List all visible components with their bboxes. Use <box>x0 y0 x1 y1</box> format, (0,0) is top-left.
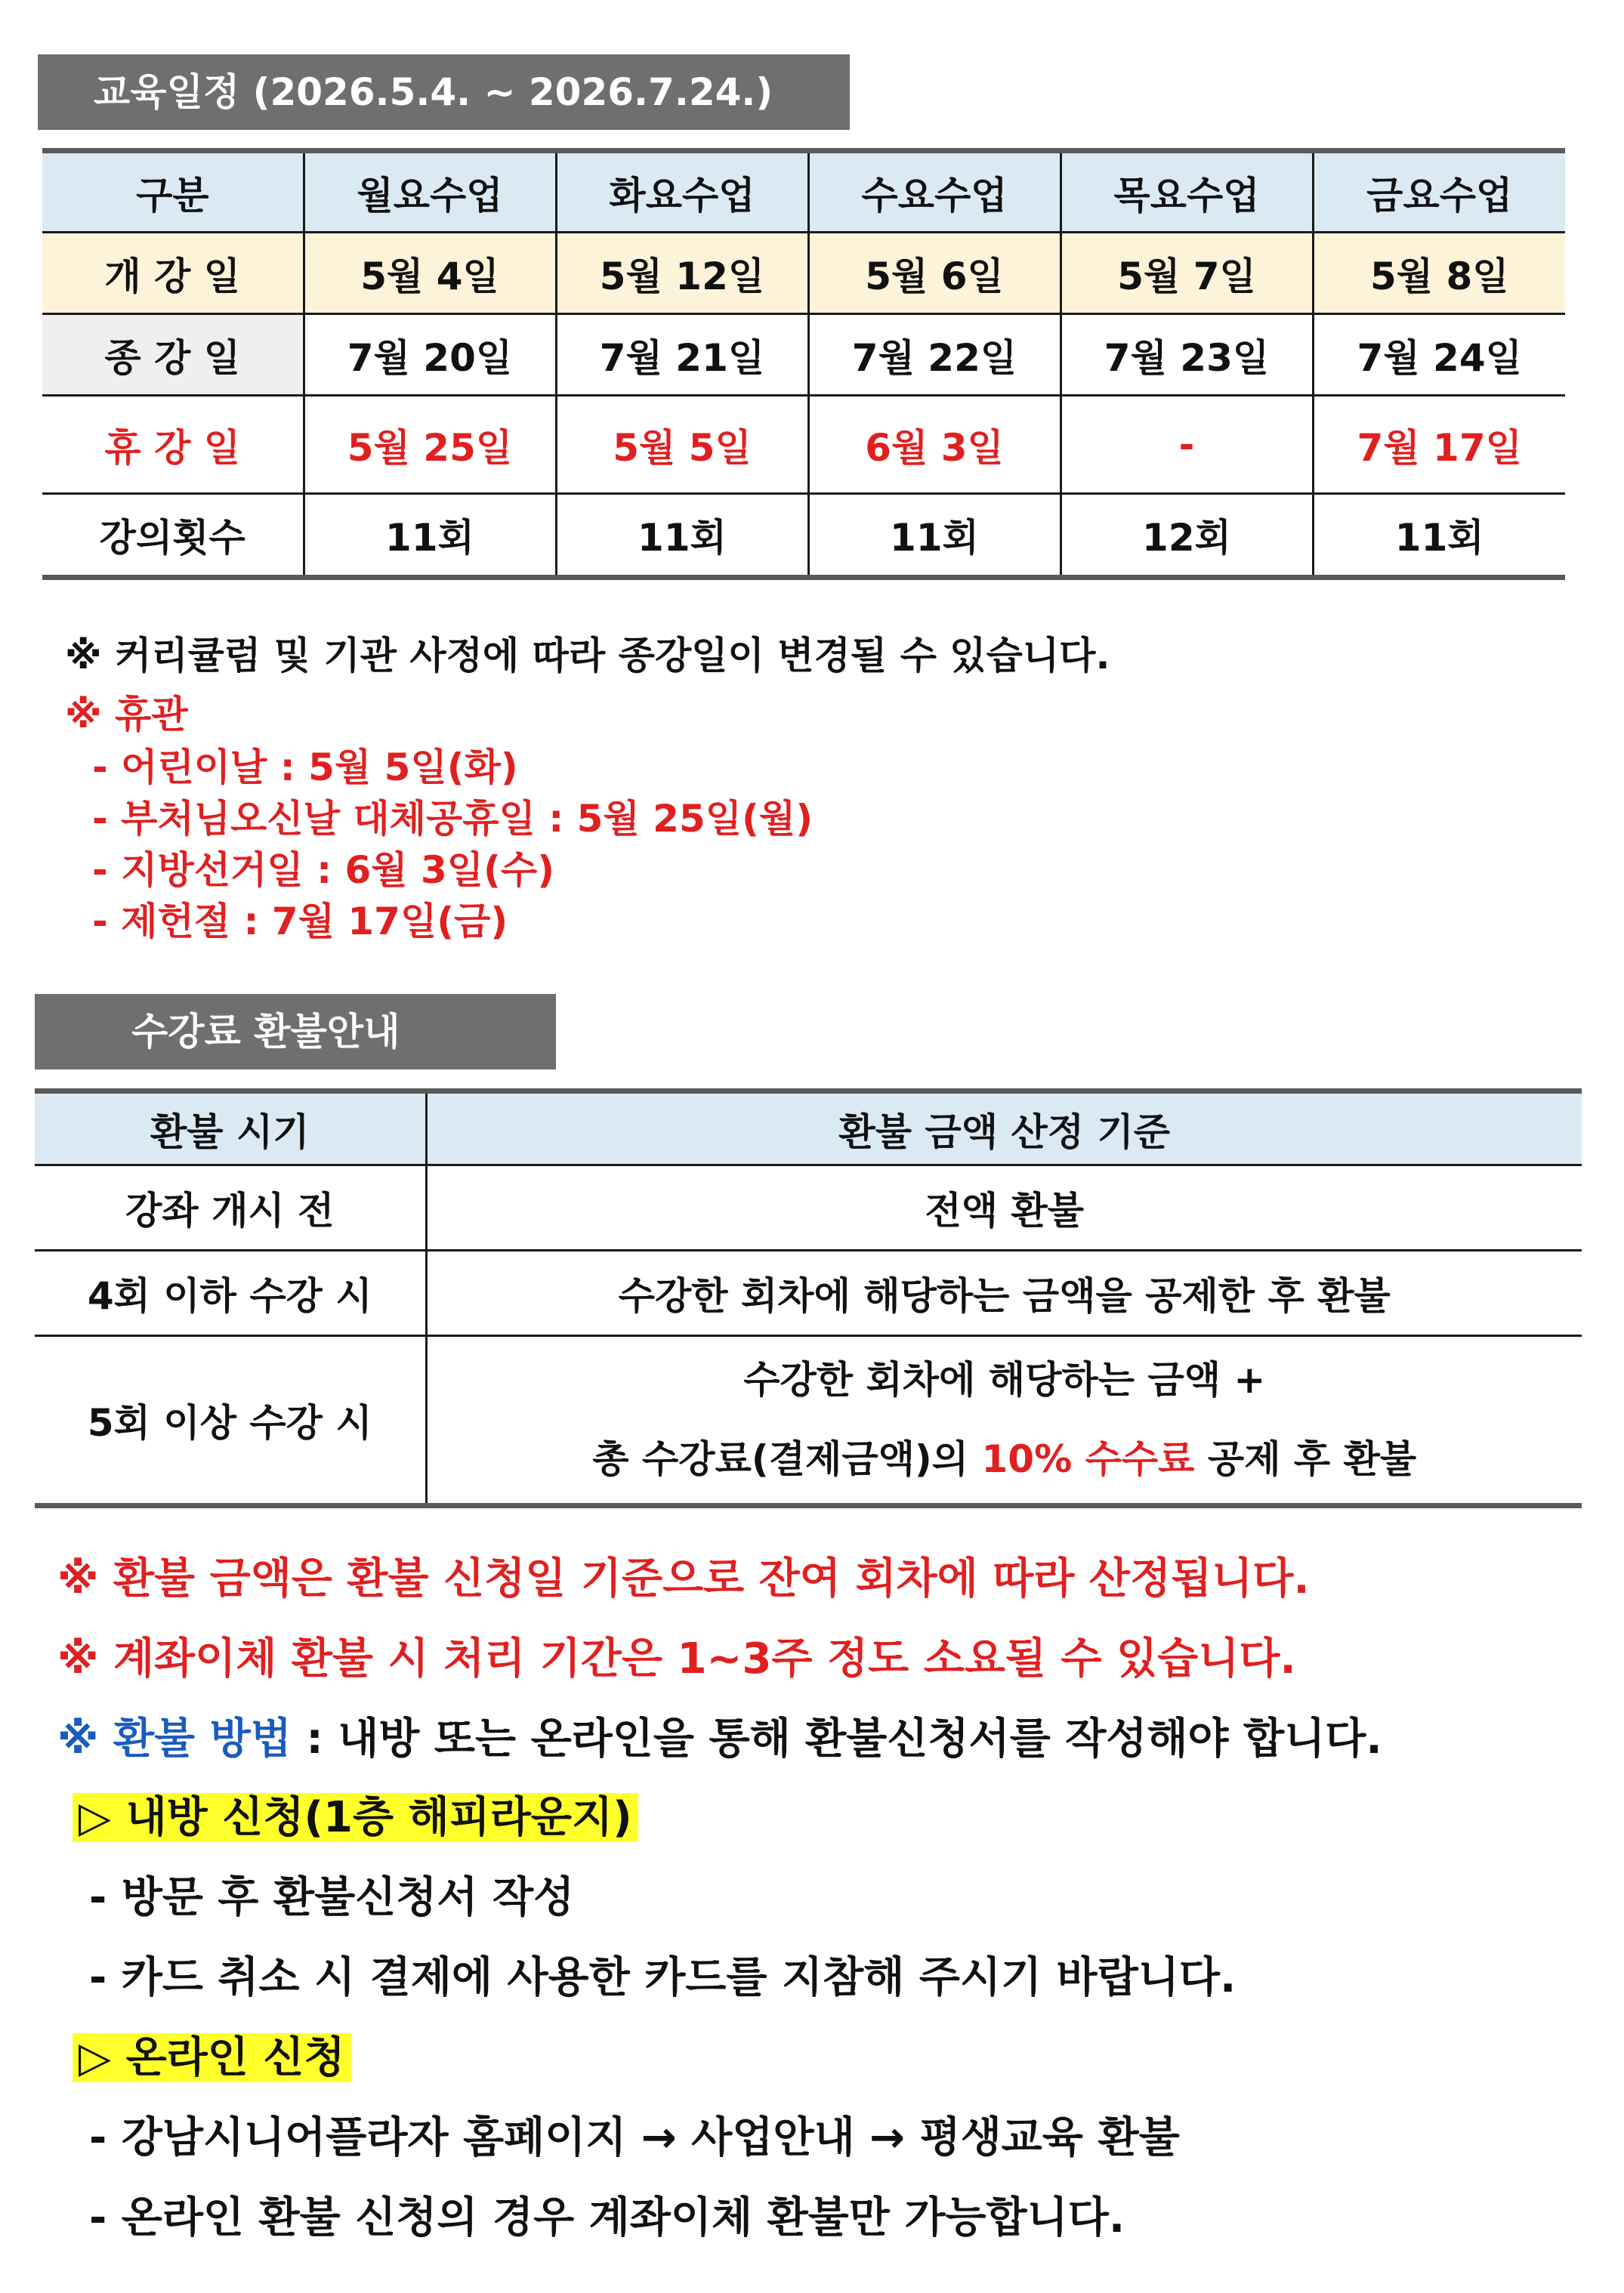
holiday-item: - 부처님오신날 대체공휴일 : 5월 25일(월) <box>92 797 814 841</box>
schedule-section-title: 교육일정 (2026.5.4. ~ 2026.7.24.) <box>38 54 850 130</box>
criteria-text: 공제 후 환불 <box>1194 1437 1417 1481</box>
table-cell: 11회 <box>556 494 808 578</box>
table-cell: 12회 <box>1061 494 1313 578</box>
table-cell: 7월 23일 <box>1061 314 1313 396</box>
refund-header-cell: 환불 금액 산정 기준 <box>426 1091 1582 1165</box>
table-cell: 7월 21일 <box>556 314 808 396</box>
visit-item: - 방문 후 환불신청서 작성 <box>89 1873 575 1922</box>
refund-period: 4회 이하 수강 시 <box>35 1251 426 1336</box>
refund-row <box>35 1336 1582 1506</box>
refund-note: ※ 계좌이체 환불 시 처리 기간은 1~3주 정도 소요될 수 있습니다. <box>57 1634 1296 1683</box>
refund-note: ※ 환불 금액은 환불 신청일 기준으로 잔여 회차에 따라 산정됩니다. <box>57 1554 1310 1603</box>
visit-heading-label: ▷ 내방 신청(1층 해피라운지) <box>73 1793 638 1842</box>
online-heading <box>73 2024 351 2085</box>
row-label: 휴 강 일 <box>42 396 304 494</box>
online-heading-label: ▷ 온라인 신청 <box>73 2033 351 2082</box>
schedule-header-cell: 금요수업 <box>1313 151 1565 233</box>
holiday-item: - 지방선거일 : 6월 3일(수) <box>92 848 555 892</box>
refund-method-text: : 내방 또는 온라인을 통해 환불신청서를 작성해야 합니다. <box>291 1714 1382 1764</box>
row-label: 강의횟수 <box>42 494 304 578</box>
criteria-line <box>428 1420 1582 1499</box>
refund-criteria <box>426 1336 1582 1506</box>
table-cell: 5월 4일 <box>304 233 556 314</box>
row-label: 종 강 일 <box>42 314 304 396</box>
schedule-header-cell: 수요수업 <box>808 151 1061 233</box>
refund-method-label: ※ 환불 방법 <box>57 1714 292 1764</box>
table-cell: 7월 22일 <box>808 314 1061 396</box>
schedule-header-cell: 화요수업 <box>556 151 808 233</box>
schedule-header-cell: 월요수업 <box>304 151 556 233</box>
criteria-text: 총 수강료(결제금액)의 <box>592 1437 982 1481</box>
refund-criteria: 수강한 회차에 해당하는 금액을 공제한 후 환불 <box>426 1251 1582 1336</box>
online-item: - 온라인 환불 신청의 경우 계좌이체 환불만 가능합니다. <box>89 2193 1125 2242</box>
table-cell: 5월 7일 <box>1061 233 1313 314</box>
refund-table <box>35 1088 1582 1508</box>
table-cell: 5월 8일 <box>1313 233 1565 314</box>
refund-header-cell: 환불 시기 <box>35 1091 426 1165</box>
table-cell: 7월 17일 <box>1313 396 1565 494</box>
refund-section-title: 수강료 환불안내 <box>35 994 556 1069</box>
criteria-line: 수강한 회차에 해당하는 금액 + <box>743 1358 1266 1402</box>
table-cell: - <box>1061 396 1313 494</box>
refund-method-note <box>57 1705 1382 1766</box>
schedule-row-end <box>42 314 1565 396</box>
refund-period: 5회 이상 수강 시 <box>35 1336 426 1506</box>
holiday-heading: ※ 휴관 <box>65 693 188 736</box>
table-cell: 5월 6일 <box>808 233 1061 314</box>
visit-item: - 카드 취소 시 결제에 사용한 카드를 지참해 주시기 바랍니다. <box>89 1953 1237 2002</box>
table-cell: 5월 5일 <box>556 396 808 494</box>
schedule-header-row <box>42 151 1565 233</box>
table-cell: 6월 3일 <box>808 396 1061 494</box>
table-cell: 11회 <box>304 494 556 578</box>
online-item: - 강남시니어플라자 홈페이지 → 사업안내 → 평생교육 환불 <box>89 2113 1180 2162</box>
schedule-table <box>42 148 1565 580</box>
holiday-item: - 어린이날 : 5월 5일(화) <box>92 745 518 789</box>
schedule-header-cell: 목요수업 <box>1061 151 1313 233</box>
schedule-row-break <box>42 396 1565 494</box>
curriculum-change-note: ※ 커리큘럼 및 기관 사정에 따라 종강일이 변경될 수 있습니다. <box>65 634 1110 677</box>
table-cell: 11회 <box>808 494 1061 578</box>
fee-highlight: 10% 수수료 <box>981 1437 1195 1481</box>
table-cell: 7월 20일 <box>304 314 556 396</box>
refund-header-row <box>35 1091 1582 1165</box>
schedule-row-count <box>42 494 1565 578</box>
table-cell: 7월 24일 <box>1313 314 1565 396</box>
refund-row <box>35 1165 1582 1251</box>
table-cell: 5월 25일 <box>304 396 556 494</box>
table-cell: 5월 12일 <box>556 233 808 314</box>
refund-row <box>35 1251 1582 1336</box>
schedule-header-cell: 구분 <box>42 151 304 233</box>
refund-criteria: 전액 환불 <box>426 1165 1582 1251</box>
holiday-item: - 제헌절 : 7월 17일(금) <box>92 900 508 943</box>
row-label: 개 강 일 <box>42 233 304 314</box>
visit-heading <box>73 1784 638 1844</box>
refund-period: 강좌 개시 전 <box>35 1165 426 1251</box>
table-cell: 11회 <box>1394 516 1484 560</box>
schedule-row-start <box>42 233 1565 314</box>
